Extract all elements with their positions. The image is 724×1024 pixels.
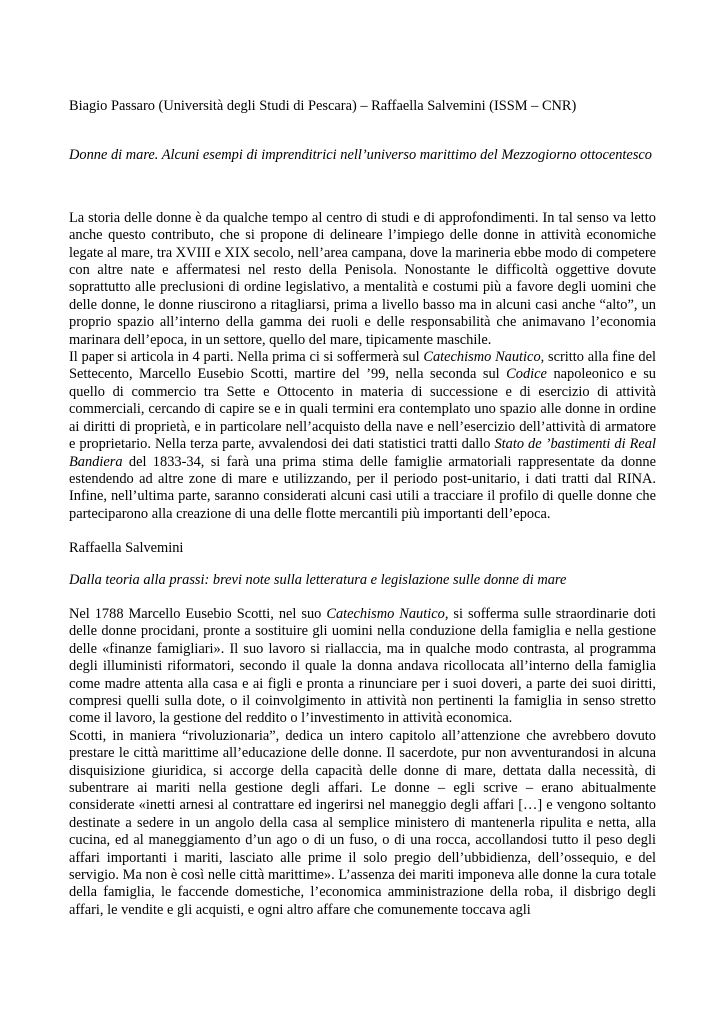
document-page [69, 98, 656, 919]
italic-run: Stato de ’bastimenti di Real Bandiera [69, 436, 657, 470]
section-paragraph-1 [69, 606, 656, 728]
abstract-paragraph-1: La storia delle donne è da qualche tempo al centro di studi e di approfondimenti. In tal senso va letto anche questo contributo, che si propone di delineare l’impiego delle donne in attività economiche legate al mare, tra XVIII e XIX secolo, nell’area campana, dove la marineria ebbe modo di competere con altre nate e affermatesi nel resto della Penisola. Nonostante le difficoltà oggettive dovute soprattutto alle preclusioni di ordine legislativo, a mentalità e costumi più a favore degli uomini che delle donne, le donne riuscirono a ritagliarsi, prima a livello basso ma in alcuni casi anche “alto”, un proprio spazio all’interno della gamma dei ruoli e delle responsabilità che animavano l’economia marinara dell’epoca, in un settore, quello del mare, tipicamente maschile. [69, 209, 656, 348]
italic-run: Catechismo Nautico [423, 349, 541, 366]
section-paragraph-2: Scotti, in maniera “rivoluzionaria”, dedica un intero capitolo all’attenzione che avrebbero dovuto prestare le città marittime all’educazione delle donne. Il sacerdote, pur non avventurandosi in alcuna disquisizione giuridica, si accorge della capacità delle donne di mare, dettata dalla necessità, di subentrare ai mariti nella gestione degli affari. Le donne – egli scrive – erano abitualmente considerate «inetti arnesi al contrattare ed ingerirsi nel maneggio degli affari […] e vengono soltanto destinate a sedere in un angolo della casa al semplice ministero di mantenerla ripulita e netta, alla cucina, ed al maneggiamento d’un ago o di un fuso, o di una rocca, accollandosi tutto il peso degli affari importanti i mariti, lasciato alle prime il solo pregio dell’ubbidienza, dell’ossequio, e del servigio. Ma non è così nelle città marittime». L’assenza dei mariti imponeva alle donne la cura totale della famiglia, le faccende domestiche, l’economica amministrazione della roba, il disbrigo degli affari, le vendite e gli acquisti, e ogni altro affare che comunemente toccava agli [69, 727, 656, 918]
text-run: , scritto alla fine del Settecento, Marcello Eusebio Scotti, martire del ’99, nella seconda sul [69, 349, 656, 383]
text-run: del 1833-34, si farà una prima stima delle famiglie armatoriali rappresentate da donne estendendo ad altre zone di mare e utilizzando, per il periodo post-unitario, i dati tratti dal RINA. Infine, nell’ultima parte, saranno considerati alcuni casi utili a tracciare il profilo di quelle donne che parteciparono alla creazione di una delle flotte mercantili più importanti dell’epoca. [69, 453, 656, 522]
italic-run: Codice [506, 366, 547, 383]
abstract-paragraph-2 [69, 349, 656, 523]
text-run: Nel 1788 Marcello Eusebio Scotti, nel suo [69, 605, 327, 622]
paper-title: Donne di mare. Alcuni esempi di imprenditrici nell’universo marittimo del Mezzogiorno ottocentesco [69, 147, 652, 164]
section-author: Raffaella Salvemini [69, 540, 184, 557]
text-run: si sofferma sulle straordinarie doti delle donne procidani, pronte a sostituire gli uomini nella conduzione della famiglia e nella gestione delle «finanze famigliari». Il suo lavoro si riallaccia, ma in qualche modo contrasta, al programma degli illuministi riformatori, secondo il quale la donna andava ricollocata all’interno della famiglia come madre attenta alla casa e ai figli e pronta a rinunciare per i suoi doveri, a parte dei suoi diritti, compresi quelli sulla dote, o il coinvolgimento in attività non pertinenti la famiglia in senso stretto come il lavoro, la gestione del reddito o l’investimento in attività economica. [69, 605, 656, 727]
text-run: Il paper si articola in 4 parti. Nella prima ci si soffermerà sul [69, 349, 424, 366]
section-title: Dalla teoria alla prassi: brevi note sulla letteratura e legislazione sulle donne di mare [69, 571, 567, 588]
italic-run: Catechismo Nautico, [326, 605, 449, 622]
authors-line: Biagio Passaro (Università degli Studi di Pescara) – Raffaella Salvemini (ISSM – CNR) [69, 98, 577, 114]
text-run: napoleonico e su quello di commercio tra Sette e Ottocento in materia di successione e di esercizio di attività commerciali, cercando di capire se e in quali termini era contemplato uno spazio alle donne in ordine ai diritti di proprietà, e in particolare nell’acquisto della nave e nell’esercizio dell’attività di armatore e proprietario. Nella terza parte, avvalendosi dei dati statistici tratti dallo [69, 366, 656, 453]
